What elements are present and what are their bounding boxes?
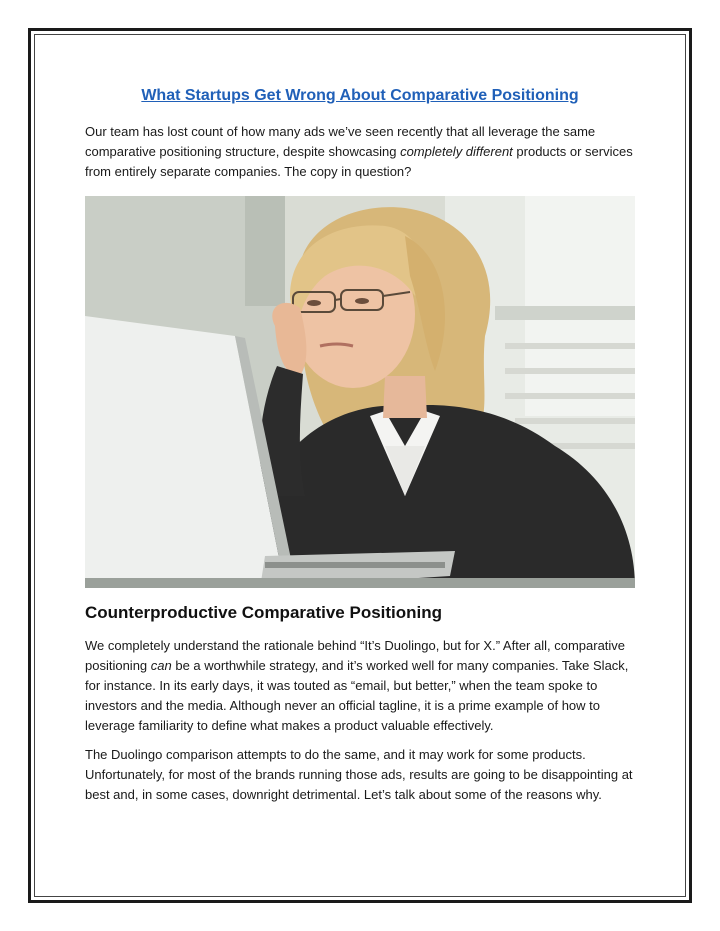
paragraph-1-part2: be a worthwhile strategy, and it’s worked well for many companies. Take Slack, for instance. In its early days, it was touted as “email, but better,” when the team spoke to investors and the media. Although never an official tagline, it is a prime example of how to leverage familiarity to define what makes a product valuable effectively. [85,658,629,733]
frustrated-woman-laptop-photo [85,196,635,588]
paragraph-1-emphasis: can [150,658,172,673]
paragraph-spacer [85,736,635,745]
paragraph-1 [85,636,635,736]
document-body [85,84,635,805]
intro-paragraph [85,122,635,182]
section-heading: Counterproductive Comparative Positioning [85,603,443,622]
document-title-link[interactable]: What Startups Get Wrong About Comparative Positioning [141,87,579,104]
paragraph-2: The Duolingo comparison attempts to do the same, and it may work for some products. Unfortunately, for most of the brands running those ads, results are going to be disappointing at best and, in some cases, downright detrimental. Let’s talk about some of the reasons why. [85,747,633,802]
paragraph-1-part1: We completely understand the rationale behind “It’s Duolingo, but for X.” After all, comparative positioning [85,638,626,673]
intro-emphasis: completely different [400,144,513,159]
intro-text-part1: Our team has lost count of how many ads we’ve seen recently that all leverage the same comparative positioning structure, despite showcasing [85,124,596,159]
intro-text-part2: products or services from entirely separate companies. The copy in question? [85,144,633,179]
